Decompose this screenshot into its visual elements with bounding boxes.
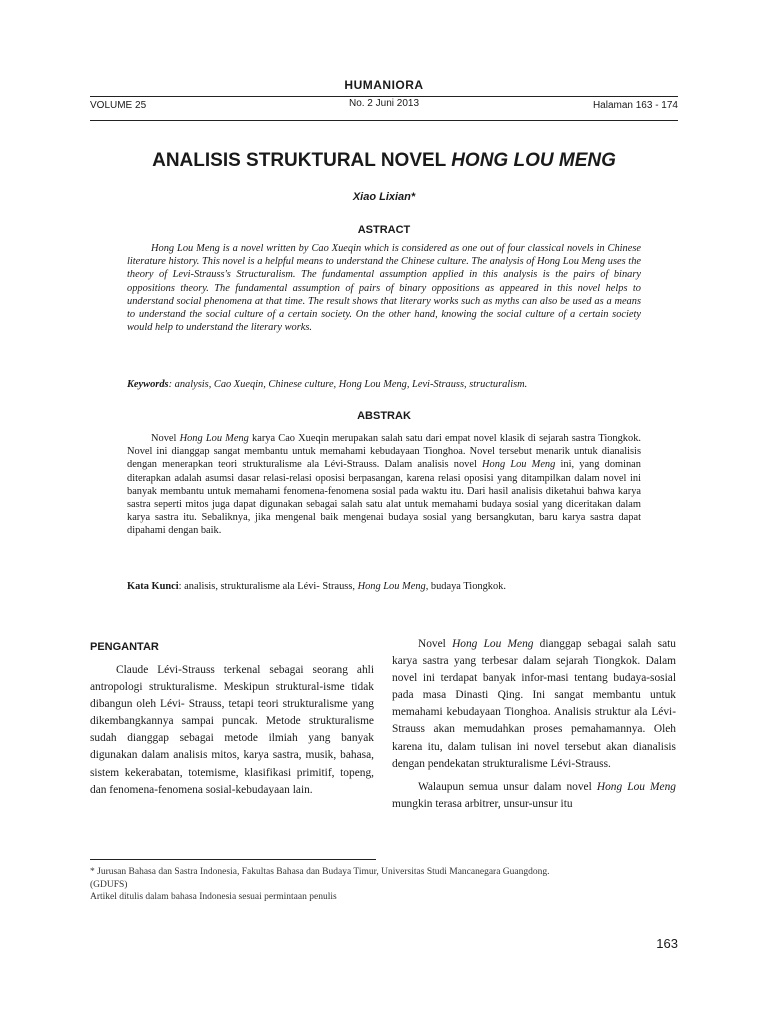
right-paragraph-1 [392, 636, 676, 773]
abstract-id-text [127, 432, 641, 538]
journal-name: HUMANIORA [344, 78, 424, 92]
right-paragraph-2 [392, 779, 676, 813]
abstract-en-text: Hong Lou Meng is a novel written by Cao Xueqin which is considered as one out of four classical novels in Chinese literature history. This novel is a helpful means to understand the Chinese culture. The analysis of Hong Lou Meng uses the theory of Levi-Strauss's Structuralism. The fundamental assumption applied in this analysis is the pairs of binary oppositions theory. The fundamental assumption of pairs of binary oppositions as appeared in this novel helps to understand social phenomena at that time. The result shows that literary works such as myths can also be used as a means to understand the social culture of a certain society. On the other hand, knowing the social culture of a certain society would help to understand the literary works. [127, 243, 641, 334]
page-range-label: Halaman 163 - 174 [592, 100, 678, 111]
keywords-en [127, 378, 641, 391]
section-heading: PENGANTAR [90, 641, 159, 653]
keywords-id [127, 580, 641, 593]
right-p2-b: mungkin terasa arbitrer, unsur-unsur itu [392, 797, 573, 810]
keywords-en-label: Keywords [127, 379, 169, 390]
footnote-rule [90, 859, 376, 860]
abstract-id-t1-italic: Hong Lou Meng [179, 433, 249, 444]
right-p2-italic: Hong Lou Meng [596, 780, 676, 793]
abstract-id-t1: Novel [151, 433, 180, 444]
right-p1-b: dianggap sebagai salah satu karya sastra yang terbesar dalam sejarah Tiongkok. Dalam novel ini terdapat banyak infor-masi tentang budaya-sosial pada masa Dinasti Qing. Ini sangat membantu untuk memahami kebudayaan Tionghoa. Analisis struktur ala Lévi-Strauss akan memudahkan proses pemahamannya. Oleh karena itu, dalam tulisan ini novel tersebut akan dianalisis dengan pendekatan strukturalisme Lévi-Strauss. [392, 638, 676, 770]
keywords-id-k1-italic: Hong Lou Meng [357, 581, 426, 592]
keywords-id-k2: , budaya Tiongkok. [425, 581, 506, 592]
body-right-column [392, 636, 676, 816]
footnote-line-2: (GDUFS) [90, 879, 128, 890]
issue-label: No. 2 Juni 2013 [348, 98, 420, 109]
footnote [90, 866, 680, 904]
page-number: 163 [656, 936, 678, 951]
left-paragraph-1: Claude Lévi-Strauss terkenal sebagai seorang ahli antropologi strukturalisme. Meskipun struktural-isme tidak dibangun oleh Lévi- Strauss, tetapi teori strukturalisme yang dikembangkannya sampai puncak. Metode strukturalisme sudah dianggap sebagai metode ilmiah yang banyak digunakan dalam analisis mitos, karya sastra, musik, bahasa, sistem kekerabatan, totemisme, klasifikasi primitif, topeng, dan fenomena-fenomena sosial-kebudayaan lain. [90, 664, 374, 796]
footnote-line-3: Artikel ditulis dalam bahasa Indonesia sesuai permintaan penulis [90, 892, 337, 902]
right-p2-a: Walaupun semua unsur dalam novel [418, 780, 597, 793]
abstract-id-t2: karya Cao Xueqin merupakan salah satu dari empat novel klasik di sejarah sastra Tiongkok. Novel ini dianggap sangat membantu untuk memahami kebudayaan Tionghoa. Novel tersebut menarik untuk dianalisis dengan menerapkan teori strukturalisme ala Lévi-Strauss. Dalam analisis novel [127, 433, 641, 471]
right-p1-a: Novel [418, 638, 453, 650]
abstract-id-heading: ABSTRAK [357, 410, 411, 422]
title-plain: ANALISIS STRUKTURAL NOVEL [152, 150, 452, 171]
header-rule-top [90, 96, 678, 97]
abstract-en-heading: ASTRACT [357, 224, 411, 236]
right-p1-italic: Hong Lou Meng [452, 638, 534, 650]
keywords-id-k1: : analisis, strukturalisme ala Lévi- Strauss, [178, 581, 358, 592]
article-title [0, 150, 768, 172]
abstract-id-t2-italic: Hong Lou Meng [482, 459, 556, 471]
title-italic: HONG LOU MENG [451, 150, 616, 171]
author-name: Xiao Lixian* [352, 191, 416, 203]
keywords-id-label: Kata Kunci [127, 581, 179, 592]
keywords-en-text: : analysis, Cao Xueqin, Chinese culture, Hong Lou Meng, Levi-Strauss, structuralism. [168, 379, 528, 390]
abstract-id-body [127, 432, 641, 538]
abstract-en-body [127, 242, 641, 334]
header-rule-bottom [90, 120, 678, 121]
footnote-line-1: * Jurusan Bahasa dan Sastra Indonesia, Fakultas Bahasa dan Budaya Timur, Universitas Studi Mancanegara Guangdong. [90, 867, 550, 877]
abstract-id-t3: ini, yang dominan diterapkan adalah asumsi dasar relasi-relasi oposisi berpasangan, karena relasi oposisi yang ditampilkan dalam novel ini banyak membantu untuk memahami fenomena-fenomena sosial pada waktu itu. Dari hasil analisis diketahui bahwa karya sastra seperti mitos juga dapat digunakan sebagai salah satu alat untuk memahami budaya sosial yang diceritakan dalam karya sastra itu. Sebaliknya, jika mengenal baik mengenai budaya sosial yang bersangkutan, baru karya sastra dapat dipahami dengan baik. [127, 459, 641, 537]
volume-label: VOLUME 25 [90, 100, 147, 111]
body-left-column [90, 640, 374, 802]
